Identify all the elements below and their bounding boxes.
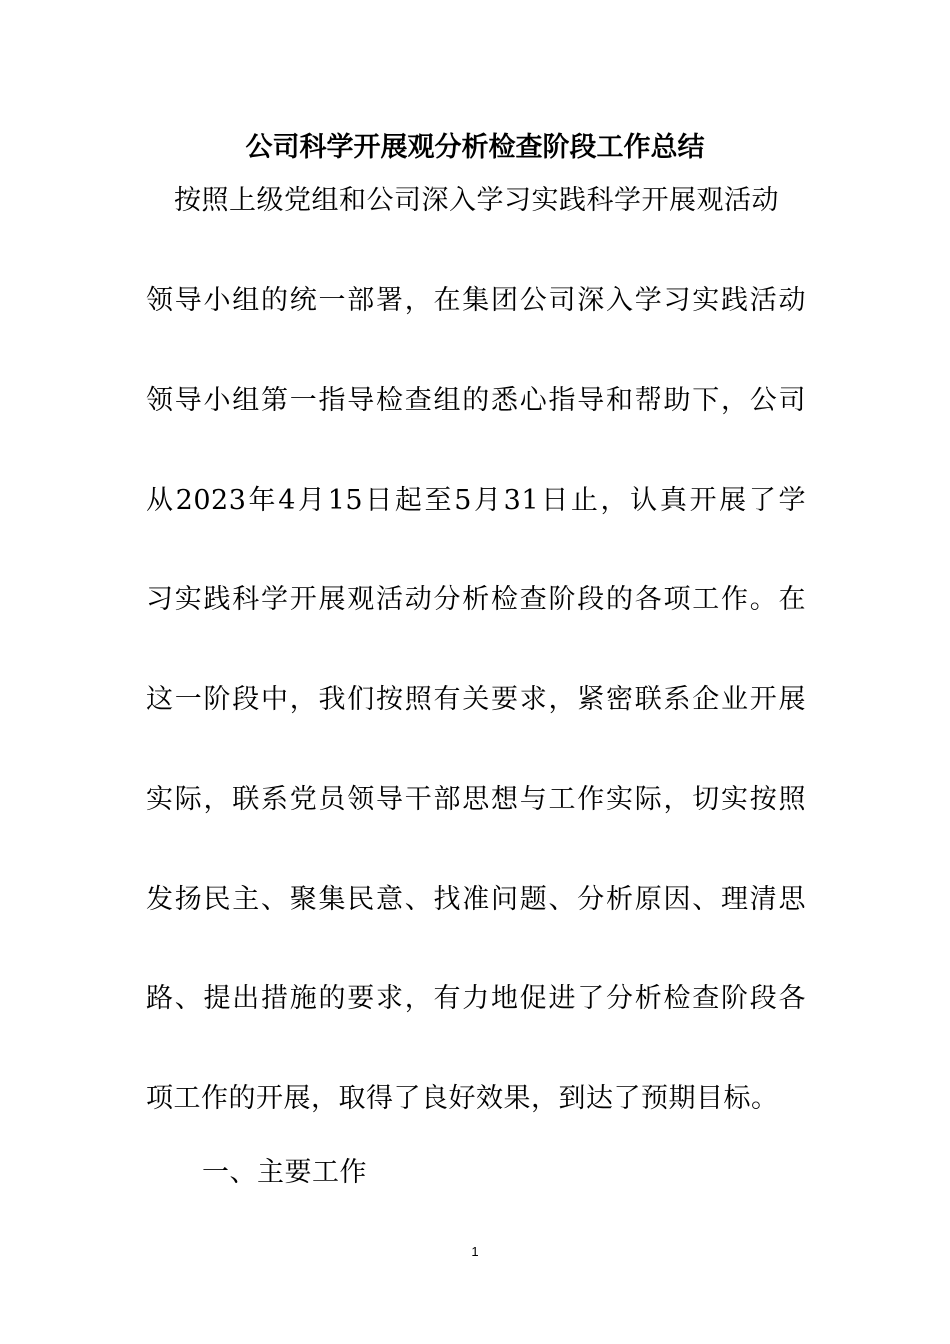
paragraph-line-8: 发扬民主、聚集民意、找准问题、分析原因、理清思 bbox=[146, 884, 806, 915]
paragraph-line-2: 领导小组的统一部署，在集团公司深入学习实践活动 bbox=[146, 285, 806, 316]
document-title: 公司科学开展观分析检查阶段工作总结 bbox=[245, 132, 705, 163]
paragraph-line-9: 路、提出措施的要求，有力地促进了分析检查阶段各 bbox=[146, 983, 806, 1014]
paragraph-line-10: 项工作的开展，取得了良好效果，到达了预期目标。 bbox=[146, 1083, 779, 1114]
paragraph-line-1: 按照上级党组和公司深入学习实践科学开展观活动 bbox=[174, 185, 779, 216]
page-number: 1 bbox=[471, 1244, 479, 1259]
paragraph-line-7: 实际，联系党员领导干部思想与工作实际，切实按照 bbox=[146, 784, 806, 815]
paragraph-line-5: 习实践科学开展观活动分析检查阶段的各项工作。在 bbox=[146, 584, 806, 615]
paragraph-line-6: 这一阶段中，我们按照有关要求，紧密联系企业开展 bbox=[146, 684, 806, 715]
paragraph-line-3: 领导小组第一指导检查组的悉心指导和帮助下，公司 bbox=[146, 385, 806, 416]
paragraph-line-4: 从2023年4月15日起至5月31日止，认真开展了学 bbox=[146, 485, 806, 516]
section-heading: 一、主要工作 bbox=[202, 1157, 367, 1188]
